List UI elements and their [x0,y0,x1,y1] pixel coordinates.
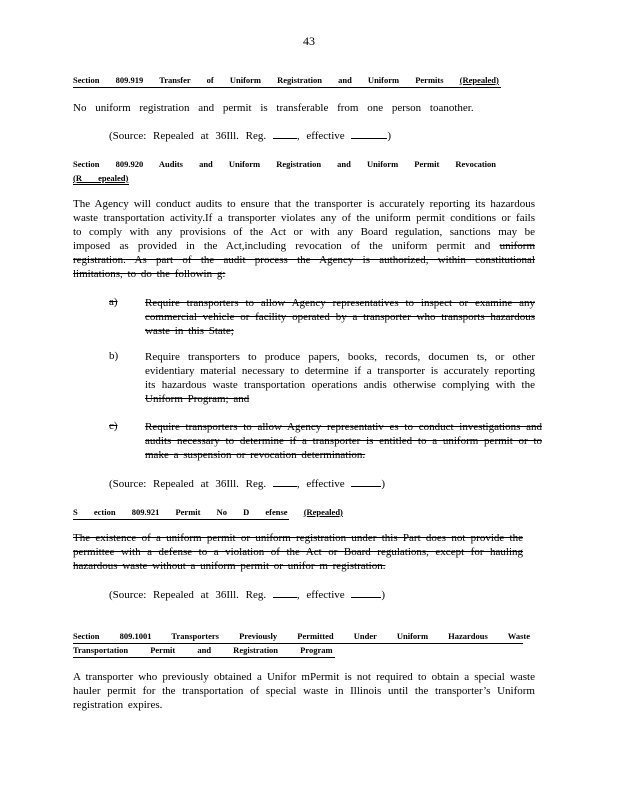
section-809-919-heading [73,74,499,87]
heading-underline [73,184,129,185]
body-plain: The Agency will conduct audits to ensure that the transporter is accurately reporting its hazardous waste transportation activity.If a transporter violates any of the uniform permit conditions or fails to comply with any provisions of the Act or with any Board regulation, sanctions may be imposed as provided in the Act,including revocation of the uniform permit and [73,198,535,252]
source-text: (Source: Repealed at 36Ill. Reg. [109,589,267,601]
section-809-921-heading [73,506,343,519]
section-809-921-source [109,587,385,601]
source-close: ) [381,589,386,601]
section-status: (Repealed) [459,75,499,85]
section-809-1001-heading-line1: Section 809.1001 Transporters Previously Permitted Under Uniform Hazardous Waste [73,631,530,641]
item-b-plain: Require transporters to produce papers, books, records, documen ts, or other evidentiary material necessary to determine if a transporter is accurately reporting its hazardous waste transportation operations andis otherwise complying with the [145,351,535,391]
page-number: 43 [303,34,315,48]
source-text: (Source: Repealed at 36Ill. Reg. [109,130,267,142]
section-809-921-body: The existence of a uniform permit or uniform registration under this Part does not provide the permittee with a defense to a violation of the Act or Board regulations, except for hauling hazardous waste without a uniform permit or unifor m registration. [73,532,523,572]
item-b-text [145,350,535,406]
effective-blank [351,587,381,598]
item-c-text: Require transporters to allow Agency representativ es to conduct investigations and audits necessary to determine if a transporter is entitled to a uniform permit or to make a suspension or revocation determination. [145,421,542,461]
item-c-label: c) [109,420,118,432]
section-809-920-heading [73,158,496,171]
section-title: Transfer of Uniform Registration and Uniform Permits [159,75,444,85]
item-b-struck: Uniform Program; and [145,393,250,405]
reg-blank [273,587,297,598]
section-809-919-source [109,128,391,142]
body-struck: uniform registration. As part of the audit process the Agency is authorized, within constitutional limitations, to do the followin g: [73,240,536,280]
section-number: Section 809.919 [73,75,144,85]
section-status: (Repealed) [303,507,343,517]
item-a-label: a) [109,296,118,308]
reg-blank [273,476,297,487]
source-close: ) [387,130,392,142]
section-809-1001-body: A transporter who previously obtained a Unifor mPermit is not required to obtain a special waste hauler permit for the transportation of special waste in Illinois until the transporter’s Uniform registration expires. [73,671,535,711]
item-b-label: b) [109,350,119,362]
source-text: (Source: Repealed at 36Ill. Reg. [109,478,267,490]
heading-underline [73,87,501,88]
section-809-919-body: No uniform registration and permit is transferable from one person toanother. [73,102,474,114]
heading-underline [73,519,289,520]
section-809-920-source [109,476,385,490]
effective-blank [351,476,381,487]
source-close: ) [381,478,386,490]
section-809-920-body [73,197,535,281]
section-number: Section 809.920 [73,159,144,169]
item-a-text: Require transporters to allow Agency representatives to inspect or examine any commercial vehicle or facility operated by a transporter who transports hazardous waste in this State; [145,297,535,337]
reg-blank [273,128,297,139]
source-effective: , effective [296,130,345,142]
section-number: S ection 809.921 [73,507,160,517]
section-title: Permit No D efense [175,507,288,517]
section-status: (R epealed) [73,173,129,183]
source-effective: , effective [296,478,345,490]
heading-underline [73,657,335,658]
effective-blank [351,128,387,139]
section-title: Audits and Uniform Registration and Uniform Permit Revocation [158,159,497,169]
section-809-1001-heading-line2: Transportation Permit and Registration Program [73,645,333,655]
source-effective: , effective [296,589,345,601]
